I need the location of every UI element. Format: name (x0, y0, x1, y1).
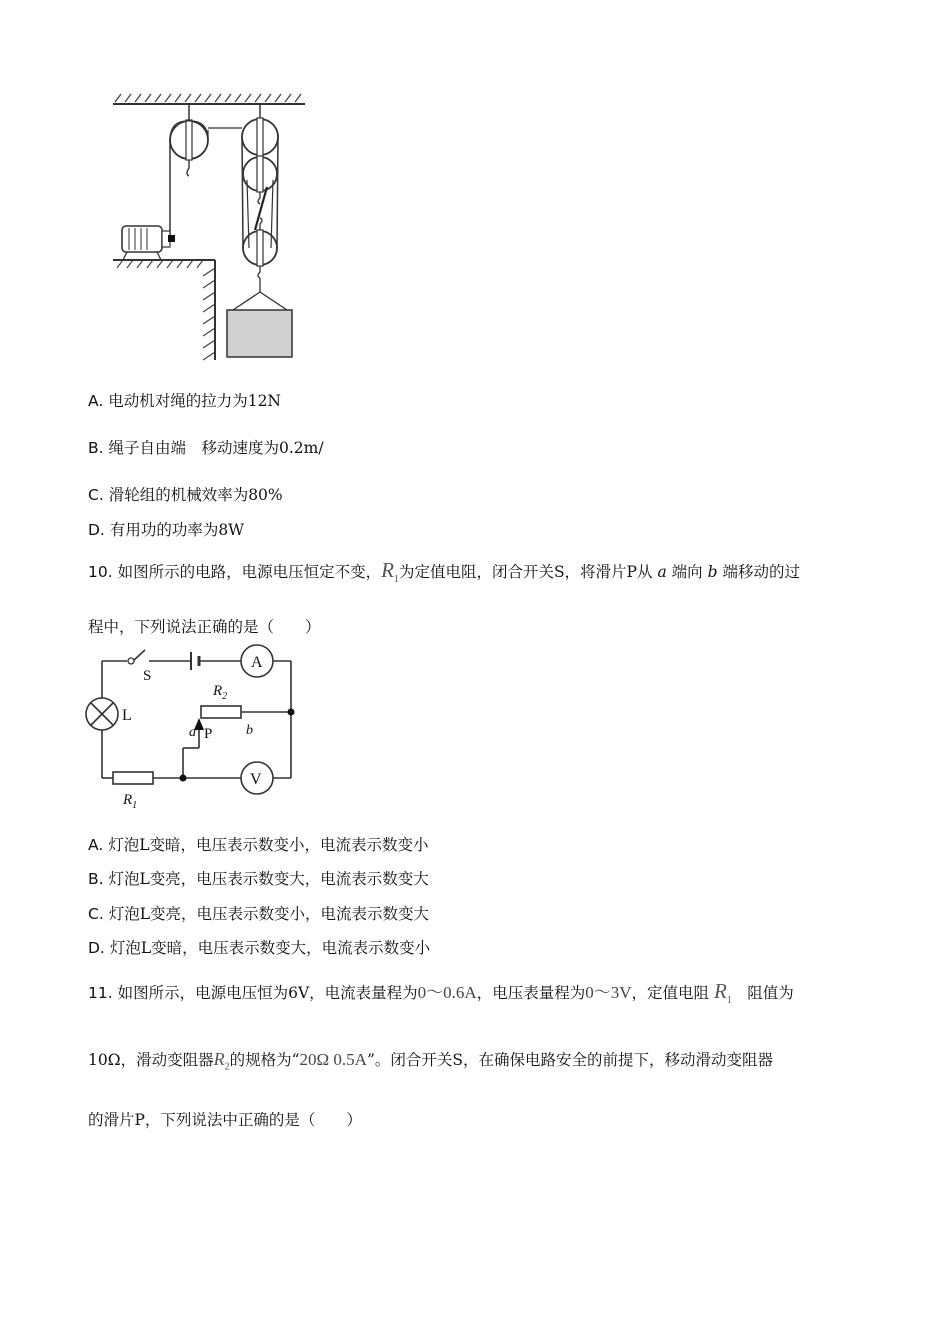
option-text: 灯泡L变暗，电压表示数变大，电流表示数变小 (109, 939, 431, 957)
question-number: 10. (88, 563, 113, 581)
stem-text: 端移动的过 (722, 563, 800, 581)
stem-text: ，电压表量程为 (476, 984, 586, 1002)
question-number: 11. (88, 984, 113, 1002)
label-r1: $R_1$ (123, 792, 138, 811)
label-voltmeter: V (250, 771, 262, 788)
r1-symbol: $R_1$ (713, 979, 732, 1007)
circuit-diagram (85, 640, 305, 820)
option-text: 电动机对绳的拉力为12N (108, 392, 281, 410)
q11-stem-line3: 的滑片P，下列说法中正确的是（ ） (88, 1111, 362, 1129)
q9-option-a (88, 389, 281, 411)
option-text: 灯泡L变暗，电压表示数变小，电流表示数变小 (108, 836, 429, 854)
option-text: 灯泡L变亮，电压表示数变小，电流表示数变大 (108, 905, 429, 923)
label-lamp: L (122, 707, 132, 724)
q10-option-d (88, 936, 430, 958)
q10-stem-line2: 程中，下列说法正确的是（ ） (88, 618, 321, 636)
q11-stem-line2 (88, 1048, 773, 1073)
option-label: C. (88, 486, 104, 504)
pulley-system-diagram (105, 92, 310, 364)
stem-text: 为定值电阻，闭合开关S，将滑片P从 (398, 563, 653, 581)
stem-text: ，定值电阻 (631, 984, 709, 1002)
option-text: 滑轮组的机械效率为80% (108, 486, 283, 504)
option-label: A. (88, 392, 104, 410)
label-b: b (246, 723, 253, 738)
stem-text: 10Ω，滑动变阻器 (88, 1051, 214, 1069)
label-ammeter: A (251, 654, 263, 671)
label-r2: $R_2$ (213, 683, 228, 702)
q10-option-c (88, 902, 429, 924)
option-text: 有用功的功率为8W (109, 521, 245, 539)
q10-option-b (88, 867, 429, 889)
stem-text: 如图所示，电源电压恒为6V，电流表量程为 (117, 984, 418, 1002)
label-p: P (204, 726, 213, 742)
q9-option-b (88, 436, 324, 458)
option-label: A. (88, 836, 104, 854)
option-label: B. (88, 870, 104, 888)
q10-option-a (88, 833, 429, 855)
option-text: 灯泡L变亮，电压表示数变大，电流表示数变大 (108, 870, 429, 888)
stem-text: ”。闭合开关S，在确保电路安全的前提下，移动滑动变阻器 (366, 1051, 773, 1069)
ammeter-range: 0～0.6A (417, 983, 477, 1002)
r1-symbol: $R_1$ (381, 558, 399, 586)
label-s: S (143, 668, 152, 684)
label-a: a (189, 725, 196, 740)
q9-option-c (88, 483, 283, 505)
option-label: C. (88, 905, 104, 923)
option-label: D. (88, 521, 105, 539)
stem-text: 阻值为 (747, 984, 794, 1002)
q10-stem-line1 (88, 558, 800, 585)
stem-text: 端向 (671, 563, 703, 581)
q11-stem-line1 (88, 978, 794, 1006)
voltmeter-range: 0～3V (585, 983, 632, 1002)
point-a: a (657, 563, 667, 581)
option-label: B. (88, 439, 104, 457)
stem-text: 的规格为“ (229, 1051, 300, 1069)
point-b: b (707, 563, 718, 581)
option-text: 绳子自由端 移动速度为0.2m/ (108, 439, 324, 457)
rheostat-spec: 20Ω 0.5A (299, 1050, 367, 1069)
r2-symbol: $R_2$ (213, 1049, 230, 1073)
q9-option-d (88, 518, 244, 540)
stem-text: 如图所示的电路，电源电压恒定不变， (117, 563, 382, 581)
option-label: D. (88, 939, 105, 957)
